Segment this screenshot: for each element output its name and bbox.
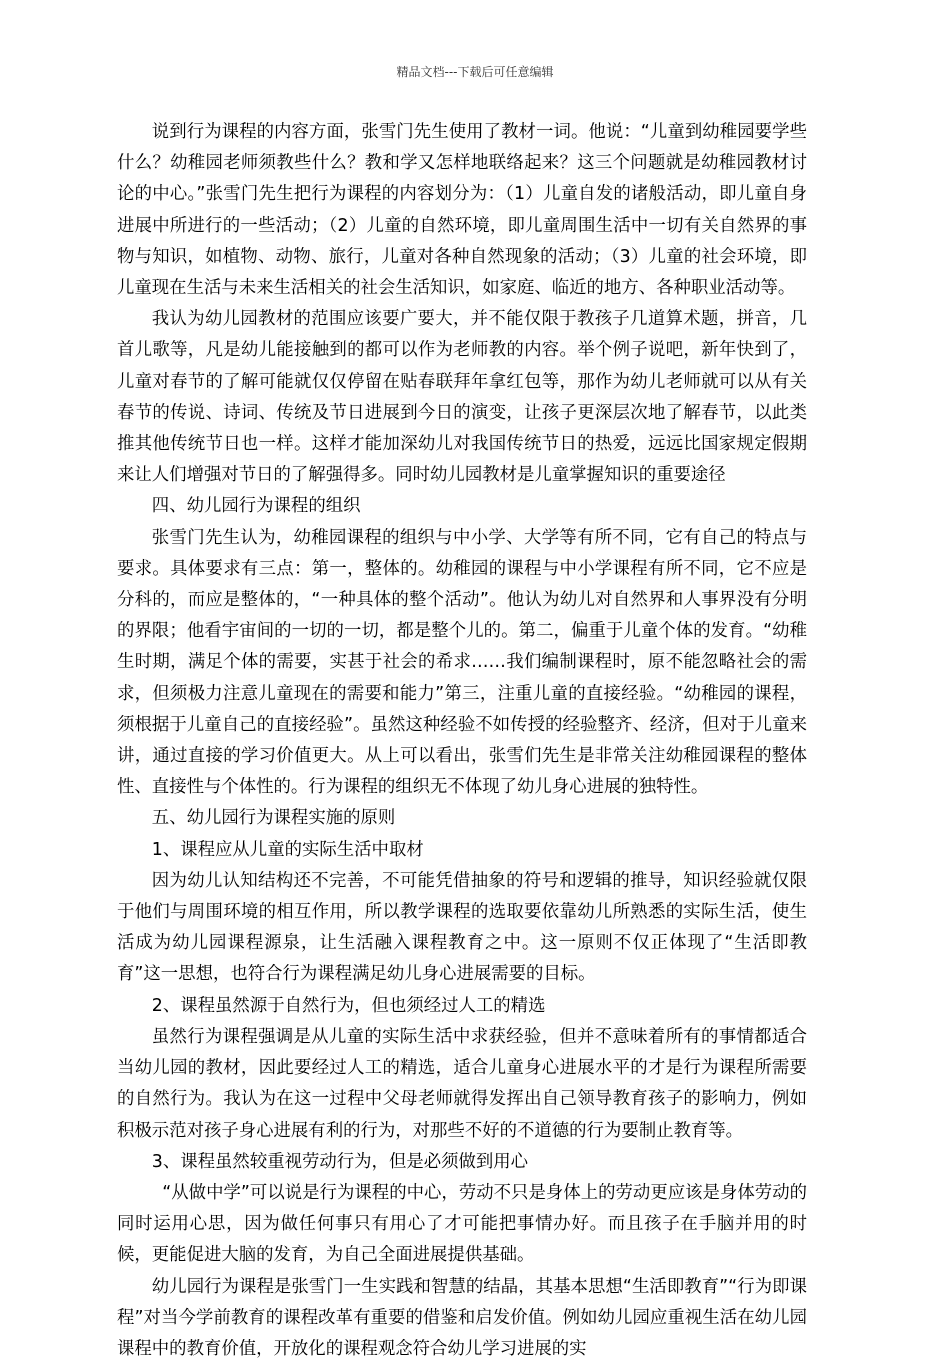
paragraph-curriculum-content: 说到行为课程的内容方面，张雪门先生使用了教材一词。他说：“儿童到幼稚园要学些什么？幼稚园老师须教些什么？教和学又怎样地联络起来？这三个问题就是幼稚园教材讨论的中心。”张雪门先生把行为课程的内容划分为：（1）儿童自发的诸般活动，即儿童自身进展中所进行的一些活动；（2）儿童的自然环境，即儿童周围生活中一切有关自然界的事物与知识，如植物、动物、旅行，儿童对各种自然现象的活动；（3）儿童的社会环境，即儿童现在生活与未来生活相关的社会生活知识，如家庭、临近的地方、各种职业活动等。 [117, 122, 807, 299]
section-heading-organization: 四、幼儿园行为课程的组织 [151, 496, 361, 517]
page-header: 精品文档---下载后可任意编辑 [396, 65, 554, 79]
paragraph-principle-2: 虽然行为课程强调是从儿童的实际生活中求获经验，但并不意味着所有的事情都适合当幼儿园的教材，因此要经过人工的精选，适合儿童身心进展水平的才是行为课程所需要的自然行为。我认为在这一过程中父母老师就得发挥出自己领导教育孩子的影响力，例如积极示范对孩子身心进展有利的行为，对那些不好的不道德的行为要制止教育等。 [117, 1026, 807, 1141]
paragraph-teaching-materials-opinion: 我认为幼儿园教材的范围应该要广要大，并不能仅限于教孩子几道算术题，拼音，几首儿歌等，凡是幼儿能接触到的都可以作为老师教的内容。举个例子说吧，新年快到了，儿童对春节的了解可能就仅仅停留在贴春联拜年拿红包等，那作为幼儿老师就可以从有关春节的传说、诗词、传统及节日进展到今日的演变，让孩子更深层次地了解春节，以此类推其他传统节日也一样。这样才能加深幼儿对我国传统节日的热爱，远远比国家规定假期来让人们增强对节日的了解强得多。同时幼儿园教材是儿童掌握知识的重要途径 [117, 309, 807, 486]
paragraph-conclusion: 幼儿园行为课程是张雪门一生实践和智慧的结晶，其基本思想“生活即教育”“行为即课程”对当今学前教育的课程改革有重要的借鉴和启发价值。例如幼儿园应重视生活在幼儿园课程中的教育价值，开放化的课程观念符合幼儿学习进展的实 [117, 1276, 807, 1359]
section-heading-principles: 五、幼儿园行为课程实施的原则 [151, 808, 396, 829]
subheading-principle-2: 2、课程虽然源于自然行为，但也须经过人工的精选 [151, 995, 546, 1016]
subheading-principle-3: 3、课程虽然较重视劳动行为，但是必须做到用心 [151, 1151, 529, 1172]
subheading-principle-1: 1、课程应从儿童的实际生活中取材 [151, 839, 424, 860]
paragraph-principle-3: “从做中学”可以说是行为课程的中心，劳动不只是身体上的劳动更应该是身体劳动的同时运用心思，因为做任何事只有用心了才可能把事情办好。而且孩子在手脑并用的时候，更能促进大脑的发育，为自己全面进展提供基础。 [117, 1182, 807, 1266]
document-body [117, 117, 807, 1365]
paragraph-organization: 张雪门先生认为，幼稚园课程的组织与中小学、大学等有所不同，它有自己的特点与要求。具体要求有三点：第一，整体的。幼稚园的课程与中小学课程有所不同，它不应是分科的，而应是整体的，“一种具体的整个活动”。他认为幼儿对自然界和人事界没有分明的界限；他看宇宙间的一切的一切，都是整个儿的。第二，偏重于儿童个体的发育。“幼稚生时期，满足个体的需要，实甚于社会的希求……我们编制课程时，原不能忽略社会的需求，但须极力注意儿童现在的需要和能力”第三，注重儿童的直接经验。“幼稚园的课程，须根据于儿童自己的直接经验”。虽然这种经验不如传授的经验整齐、经济，但对于儿童来讲，通过直接的学习价值更大。从上可以看出，张雪们先生是非常关注幼稚园课程的整体性、直接性与个体性的。行为课程的组织无不体现了幼儿身心进展的独特性。 [117, 527, 807, 798]
paragraph-principle-1: 因为幼儿认知结构还不完善，不可能凭借抽象的符号和逻辑的推导，知识经验就仅限于他们与周围环境的相互作用，所以教学课程的选取要依靠幼儿所熟悉的实际生活，使生活成为幼儿园课程源泉，让生活融入课程教育之中。这一原则不仅正体现了“生活即教育”这一思想，也符合行为课程满足幼儿身心进展需要的目标。 [117, 870, 807, 985]
